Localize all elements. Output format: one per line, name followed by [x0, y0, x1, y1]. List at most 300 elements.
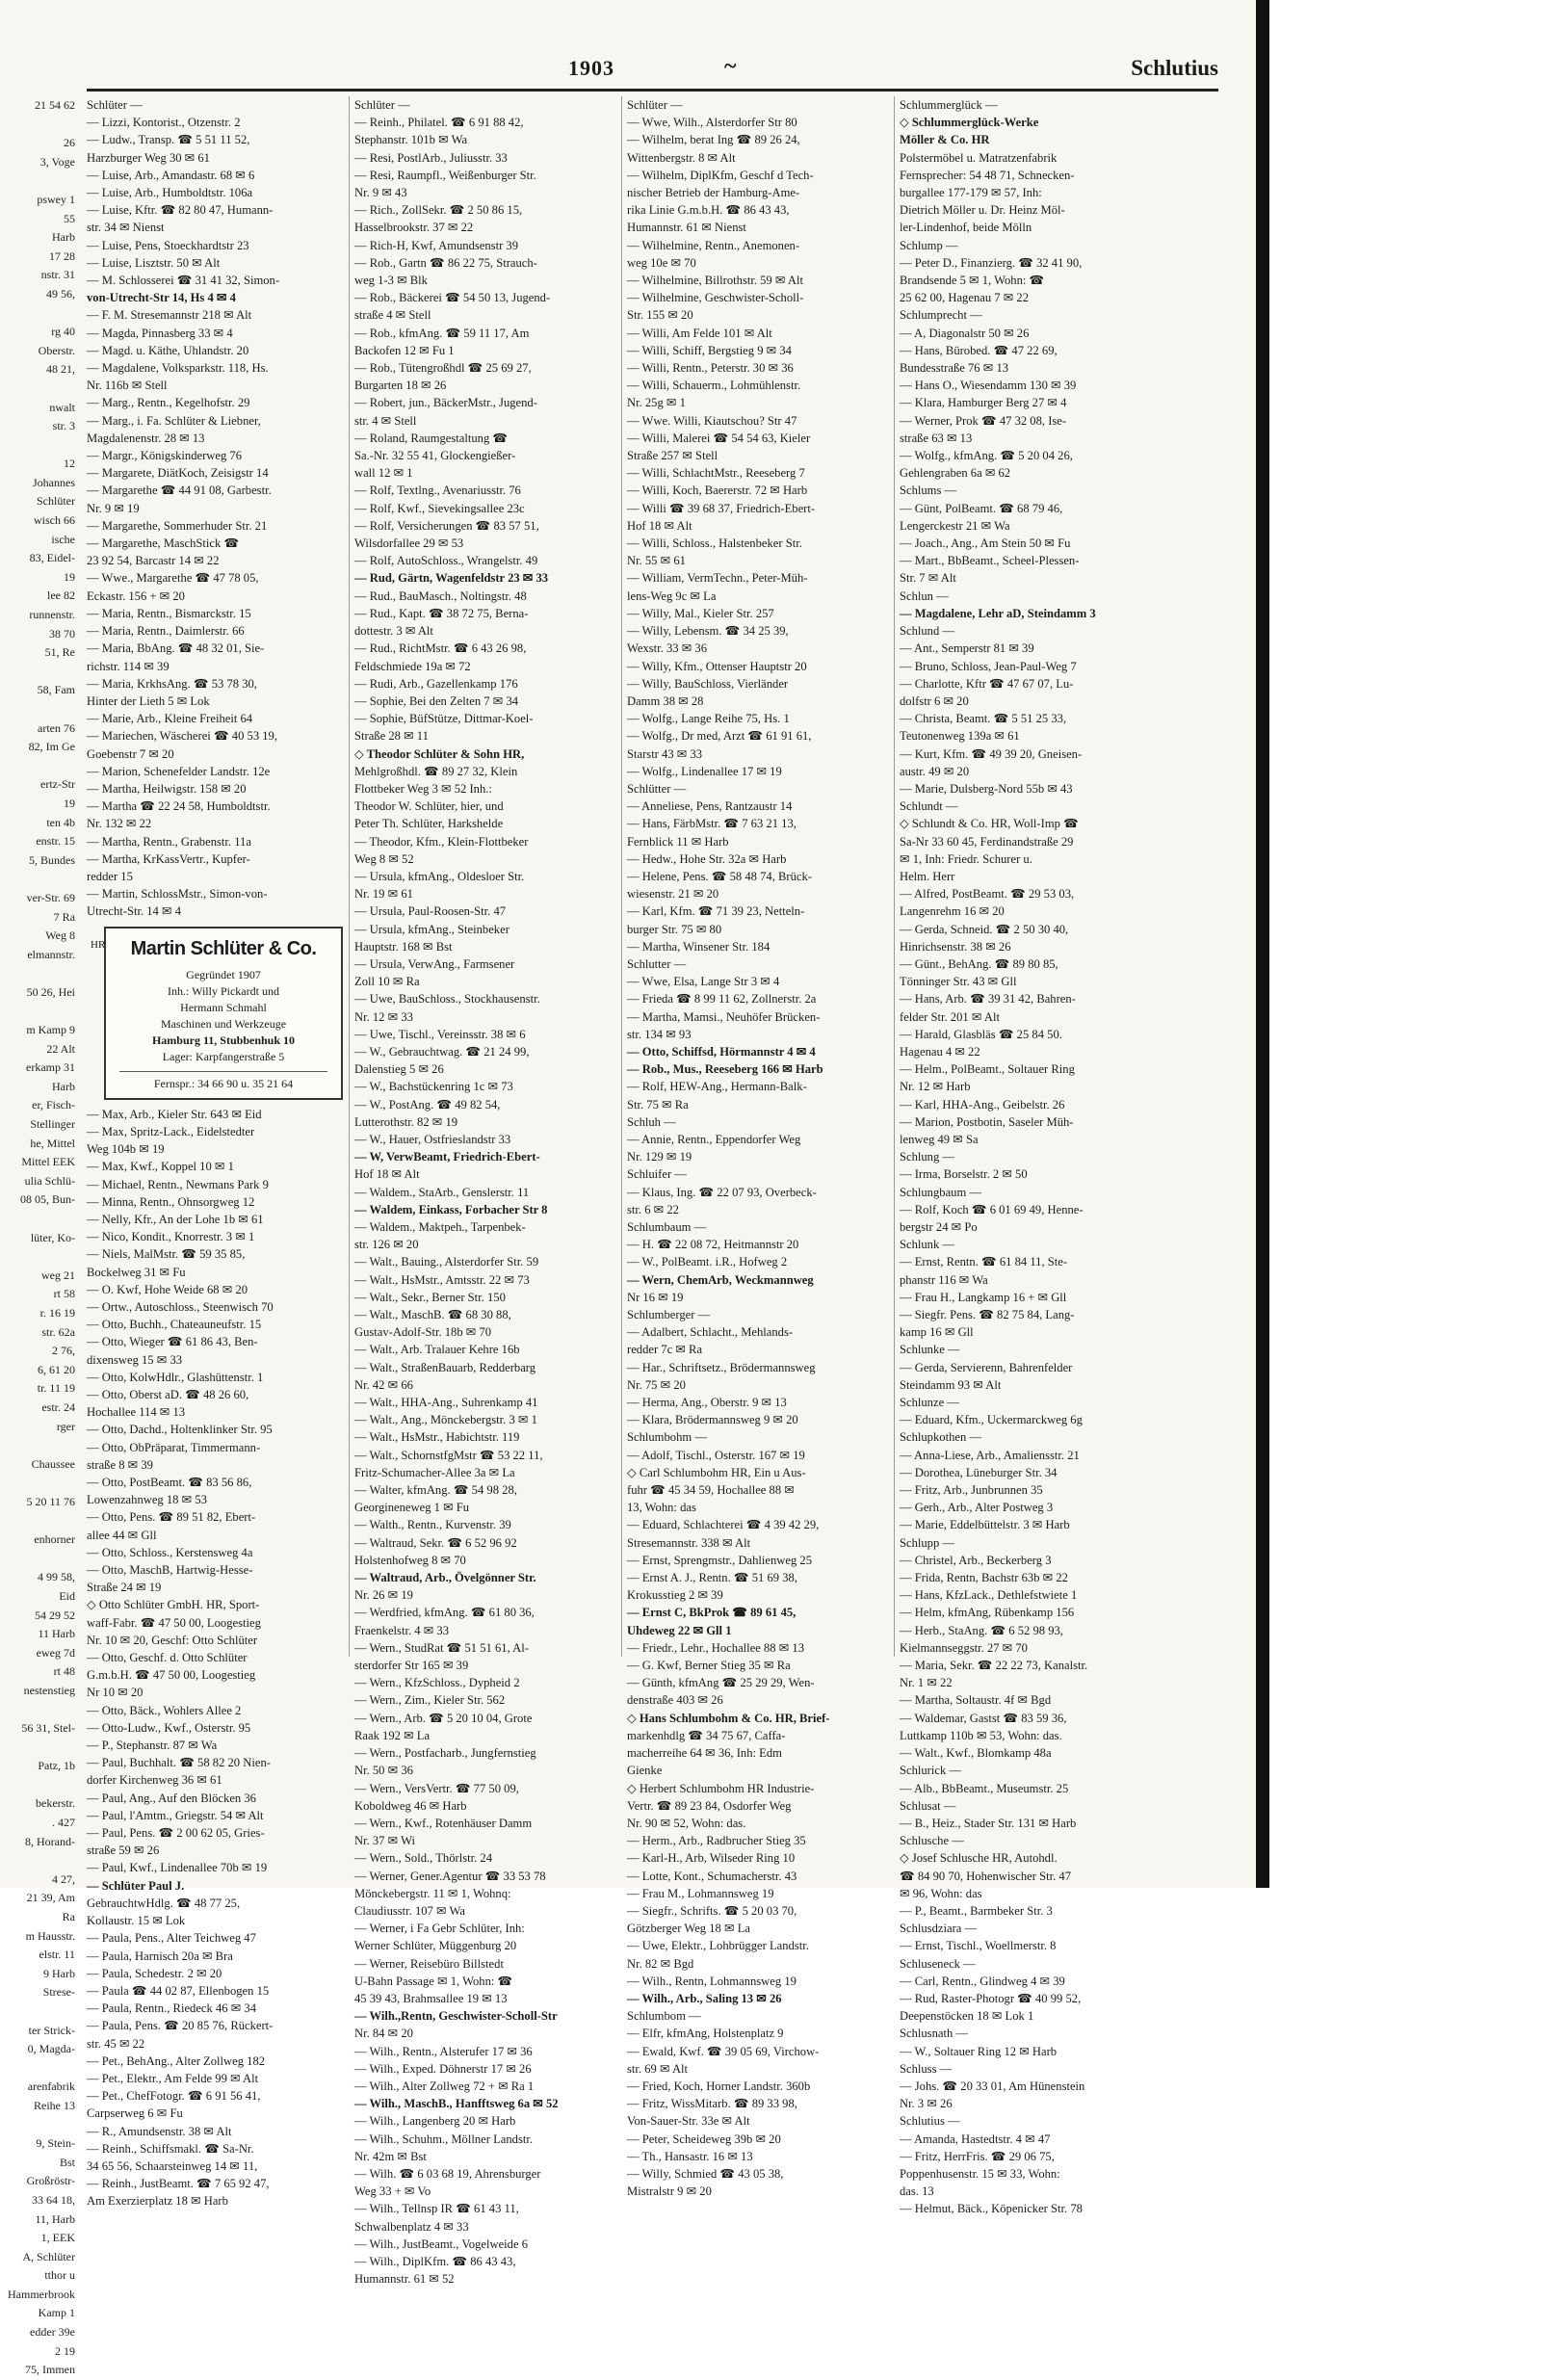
stub-fragment [0, 1474, 79, 1493]
directory-entry: — Mariechen, Wäscherei ☎ 40 53 19, [87, 729, 278, 744]
directory-entry: — Waldemar, Gastst ☎ 83 59 36, [900, 1711, 1067, 1725]
stub-fragment [0, 116, 79, 135]
directory-entry: Fritz-Schumacher-Allee 3a ✉ La [354, 1465, 515, 1479]
stub-fragment: 19 [64, 796, 75, 810]
directory-entry: Nr. 37 ✉ Wi [354, 1834, 415, 1848]
stub-fragment: 4 99 58, [38, 1570, 75, 1584]
stub-fragment: Reihe 13 [34, 2098, 75, 2112]
directory-entry: allee 44 ✉ Gll [87, 1528, 157, 1542]
directory-entry: — Maria, Rentn., Bismarckstr. 15 [87, 606, 251, 620]
directory-entry: — Joach., Ang., Am Stein 50 ✉ Fu [900, 536, 1071, 551]
directory-entry: Starstr 43 ✉ 33 [627, 746, 703, 761]
directory-entry: — Margarethe, Sommerhuder Str. 21 [87, 518, 268, 533]
directory-entry: Bundesstraße 76 ✉ 13 [900, 361, 1009, 376]
directory-entry: Georgineneweg 1 ✉ Fu [354, 1501, 470, 1515]
stub-fragment: Stellinger [30, 1117, 75, 1132]
directory-entry: — Marie, Arb., Kleine Freiheit 64 [87, 712, 253, 726]
directory-entry: Holstenhofweg 8 ✉ 70 [354, 1553, 466, 1567]
directory-entry: Harzburger Weg 30 ✉ 61 [87, 150, 210, 165]
directory-entry: — Maria, BbAng. ☎ 48 32 01, Sie- [87, 641, 265, 656]
directory-entry: — Wilh., MaschB., Hanfftsweg 6a ✉ 52 [354, 2097, 559, 2111]
directory-entry: — Paula ☎ 44 02 87, Ellenbogen 15 [87, 1983, 270, 1998]
directory-entry: — Rolf, Textlng., Avenariusstr. 76 [354, 484, 521, 498]
directory-entry: — Gerda, Servierenn, Bahrenfelder [900, 1360, 1073, 1374]
directory-entry: markenhdlg ☎ 34 75 67, Caffa- [627, 1728, 786, 1742]
directory-entry: — P., Beamt., Barmbeker Str. 3 [900, 1903, 1053, 1918]
directory-entry: — Otto, MaschB, Hartwig-Hesse- [87, 1563, 253, 1578]
directory-entry: — Martha, KrKassVertr., Kupfer- [87, 851, 250, 866]
directory-entry: — Ursula, Paul-Roosen-Str. 47 [354, 904, 507, 919]
directory-entry: Schlumbom — [627, 2009, 701, 2024]
directory-entry: — Günth, kfmAng ☎ 25 29 29, Wen- [627, 1676, 815, 1690]
directory-entry: — Ursula, kfmAng., Steinbeker [354, 922, 509, 936]
directory-entry: Nr. 55 ✉ 61 [627, 554, 686, 568]
directory-entry: — Max, Spritz-Lack., Eidelstedter [87, 1124, 255, 1138]
directory-entry: — Walter, kfmAng. ☎ 54 98 28, [354, 1483, 517, 1498]
directory-entry: — Rob., kfmAng. ☎ 59 11 17, Am [354, 326, 530, 340]
directory-entry: Schlumberger — [627, 1308, 711, 1322]
directory-entry: str. 4 ✉ Stell [354, 413, 417, 428]
directory-entry: — Klara, Hamburger Berg 27 ✉ 4 [900, 396, 1067, 410]
directory-entry: Schwalbenplatz 4 ✉ 33 [354, 2219, 469, 2234]
directory-entry: Wittenbergstr. 8 ✉ Alt [627, 150, 736, 165]
directory-entry: — Werner, Reisebüro Billstedt [354, 1956, 504, 1971]
directory-entry: — Wilhelmine, Geschwister-Scholl- [627, 291, 804, 305]
directory-entry: Schlun — [900, 588, 949, 603]
directory-entry: wiesenstr. 21 ✉ 20 [627, 887, 719, 902]
directory-entry: Hof 18 ✉ Alt [627, 518, 692, 533]
stub-fragment: Weg 8 [45, 928, 75, 943]
directory-entry: — Günt., BehAng. ☎ 89 80 85, [900, 956, 1058, 971]
directory-entry: — Gerda, Schneid. ☎ 2 50 30 40, [900, 922, 1069, 936]
directory-entry: das. 13 [900, 2184, 934, 2199]
directory-entry: Feldschmiede 19a ✉ 72 [354, 659, 471, 673]
directory-entry: — Gerh., Arb., Alter Postweg 3 [900, 1501, 1054, 1515]
directory-entry: — Wilh., Alter Zollweg 72 + ✉ Ra 1 [354, 2079, 535, 2093]
directory-entry: — Luise, Pens, Stoeckhardtstr 23 [87, 238, 249, 252]
directory-entry: — Roland, Raumgestaltung ☎ [354, 431, 509, 445]
directory-entry: — Luise, Arb., Humboldtstr. 106a [87, 186, 253, 200]
directory-entry: — Schlüter Paul J. [87, 1878, 185, 1893]
directory-entry: Theodor W. Schlüter, hier, und [354, 799, 504, 814]
directory-entry: — Eduard, Kfm., Uckermarckweg 6g [900, 1413, 1083, 1427]
directory-entry: Str. 75 ✉ Ra [627, 1097, 689, 1112]
directory-entry: Mönckebergstr. 11 ✉ 1, Wohnq: [354, 1886, 511, 1900]
directory-entry: Koboldweg 46 ✉ Harb [354, 1798, 467, 1813]
directory-entry: — Rolf, HEW-Ang., Hermann-Balk- [627, 1080, 807, 1094]
directory-entry: — Werner, Prok ☎ 47 32 08, Ise- [900, 413, 1067, 428]
directory-entry: str. 6 ✉ 22 [627, 1202, 679, 1216]
directory-entry: str. 126 ✉ 20 [354, 1238, 419, 1252]
advertisement-phone: Fernspr.: 34 66 90 u. 35 21 64 [153, 1076, 294, 1090]
directory-entry: — Otto, Wieger ☎ 61 86 43, Ben- [87, 1335, 258, 1349]
stub-fragment: 75, Immen [25, 2363, 75, 2377]
directory-entry: Nr. 3 ✉ 26 [900, 2097, 953, 2111]
directory-entry: — Fritz, Arb., Junbrunnen 35 [900, 1483, 1043, 1498]
stub-fragment: elstr. 11 [39, 1948, 75, 1962]
directory-entry: — Max, Kwf., Koppel 10 ✉ 1 [87, 1160, 234, 1174]
directory-entry: weg 1-3 ✉ Blk [354, 274, 428, 288]
directory-entry: — Waltraud, Arb., Övelgönner Str. [354, 1571, 536, 1585]
directory-entry: — Margr., Königskinderweg 76 [87, 449, 243, 463]
directory-entry: — Margarete, DiätKoch, Zeisigstr 14 [87, 466, 269, 481]
directory-entry: Schlumbohm — [627, 1430, 707, 1445]
directory-entry: Steindamm 93 ✉ Alt [900, 1377, 1002, 1392]
directory-entry: — Lotte, Kont., Schumacherstr. 43 [627, 1869, 797, 1883]
directory-entry: Nr. 75 ✉ 20 [627, 1377, 686, 1392]
directory-entry: — Walt., HsMstr., Habichtstr. 119 [354, 1430, 520, 1445]
directory-entry: Lowenzahnweg 18 ✉ 53 [87, 1493, 207, 1507]
stub-fragment: Kamp 1 [38, 2306, 75, 2320]
directory-entry: — Minna, Rentn., Ohnsorgweg 12 [87, 1194, 255, 1209]
directory-entry: — Rolf, Koch ☎ 6 01 69 49, Henne- [900, 1202, 1084, 1216]
stub-fragment: eweg 7d [36, 1645, 75, 1660]
directory-entry: — Fried, Koch, Horner Landstr. 360b [627, 2079, 811, 2093]
directory-entry: Schluseneck — [900, 1956, 976, 1971]
directory-entry: str. 45 ✉ 22 [87, 2036, 145, 2051]
directory-entry: Schlusnath — [900, 2027, 969, 2041]
directory-entry: — Wern., StudRat ☎ 51 51 61, Al- [354, 1640, 529, 1655]
directory-entry: Wilsdorfallee 29 ✉ 53 [354, 536, 464, 551]
directory-entry: — Werner, Gener.Agentur ☎ 33 53 78 [354, 1869, 546, 1883]
column-divider [894, 96, 895, 1657]
stub-fragment [0, 1776, 79, 1795]
directory-entry: austr. 49 ✉ 20 [900, 764, 970, 778]
directory-entry: — Wern., KfzSchloss., Dypheid 2 [354, 1676, 520, 1690]
directory-entry: Nr. 12 ✉ 33 [354, 1009, 413, 1024]
stub-fragment: ver-Str. 69 [26, 890, 75, 904]
directory-entry: — Martin, SchlossMstr., Simon-von- [87, 887, 268, 902]
directory-entry: — Otto, Geschf. d. Otto Schlüter [87, 1651, 248, 1665]
advertisement-line: Gegründet 1907 [186, 967, 261, 981]
directory-entry: weg 10e ✉ 70 [627, 255, 696, 270]
directory-entry: — Ernst, Sprengmstr., Dahlienweg 25 [627, 1553, 813, 1567]
directory-entry: Str. 7 ✉ Alt [900, 571, 956, 586]
directory-entry: — Marie, Dulsberg-Nord 55b ✉ 43 [900, 781, 1073, 796]
directory-entry: — Walt., Arb. Tralauer Kehre 16b [354, 1343, 520, 1357]
directory-entry: Schlunke — [900, 1343, 960, 1357]
directory-entry: redder 15 [87, 869, 133, 883]
stub-fragment: 19 [64, 569, 75, 584]
directory-entry: — Waltraud, Sekr. ☎ 6 52 96 92 [354, 1535, 517, 1550]
stub-fragment: Harb [52, 1079, 75, 1093]
stub-fragment: A, Schlüter [22, 2249, 75, 2263]
stub-fragment: 38 70 [49, 626, 75, 641]
directory-entry: — Eduard, Schlachterei ☎ 4 39 42 29, [627, 1518, 820, 1532]
directory-entry: Nr. 50 ✉ 36 [354, 1764, 413, 1778]
directory-entry: — Ernst A. J., Rentn. ☎ 51 69 38, [627, 1571, 797, 1585]
directory-entry: — W., Gebrauchtwag. ☎ 21 24 99, [354, 1044, 530, 1059]
advertisement-line: Inh.: Willy Pickardt und [168, 983, 279, 998]
directory-entry: dottestr. 3 ✉ Alt [354, 624, 433, 639]
directory-entry: Straße 24 ✉ 19 [87, 1581, 162, 1595]
directory-entry: GebrauchtwHdlg. ☎ 48 77 25, [87, 1896, 241, 1910]
directory-entry: Bockelweg 31 ✉ Fu [87, 1265, 186, 1279]
directory-entry: — Frieda ☎ 8 99 11 62, Zollnerstr. 2a [627, 992, 817, 1007]
directory-entry: — Nico, Kondit., Knorrestr. 3 ✉ 1 [87, 1230, 255, 1244]
directory-entry: — Willy, Schmied ☎ 43 05 38, [627, 2166, 784, 2181]
directory-entry: — W., PostAng. ☎ 49 82 54, [354, 1097, 501, 1112]
directory-entry: Schlütter — [627, 781, 687, 796]
column-3 [627, 96, 885, 2199]
directory-entry: — Marion, Schenefelder Landstr. 12e [87, 764, 271, 778]
directory-entry: ◇ Herbert Schlumbohm HR Industrie- [627, 1781, 815, 1795]
directory-entry: — Mart., BbBeamt., Scheel-Plessen- [900, 554, 1080, 568]
stub-fragment: Bst [59, 2155, 75, 2169]
directory-entry: Peter Th. Schlüter, Harkshelde [354, 817, 504, 831]
directory-entry: Werner Schlüter, Müggenburg 20 [354, 1939, 517, 1953]
directory-entry: Luttkamp 110b ✉ 53, Wohn: das. [900, 1728, 1062, 1742]
stub-fragment: 1, EEK [40, 2231, 75, 2245]
stub-fragment: 08 05, Bun- [20, 1192, 75, 1207]
directory-entry: — Ewald, Kwf. ☎ 39 05 69, Virchow- [627, 2044, 820, 2058]
stub-fragment: 56 31, Stel- [21, 1721, 75, 1736]
running-head: Schlutius [1131, 56, 1218, 80]
stub-fragment [0, 1739, 79, 1758]
directory-entry: Backofen 12 ✉ Fu 1 [354, 343, 455, 357]
directory-entry: Krokusstieg 2 ✉ 39 [627, 1588, 723, 1603]
directory-entry: — Luise, Lisztstr. 50 ✉ Alt [87, 255, 221, 270]
directory-entry: dorfer Kirchenweg 36 ✉ 61 [87, 1773, 222, 1788]
directory-entry: — Helene, Pens. ☎ 58 48 74, Brück- [627, 869, 812, 883]
directory-entry: — Theodor, Kfm., Klein-Flottbeker [354, 834, 529, 849]
stub-fragment: enstr. 15 [36, 834, 75, 849]
directory-entry: Stephanstr. 101b ✉ Wa [354, 133, 468, 147]
stub-fragment [0, 171, 79, 191]
directory-entry: — Rud, Gärtn, Wagenfeldstr 23 ✉ 33 [354, 571, 549, 586]
directory-entry: — Willy, Kfm., Ottenser Hauptstr 20 [627, 659, 807, 673]
directory-entry: richstr. 114 ✉ 39 [87, 659, 170, 673]
directory-entry: Str. 155 ✉ 20 [627, 308, 693, 323]
directory-entry: wall 12 ✉ 1 [354, 466, 413, 481]
directory-entry: burgallee 177-179 ✉ 57, Inh: [900, 186, 1042, 200]
directory-entry: — Luise, Kftr. ☎ 82 80 47, Humann- [87, 203, 274, 218]
directory-entry: — Otto, KolwHdlr., Glashüttenstr. 1 [87, 1370, 264, 1384]
directory-entry: — Otto, PostBeamt. ☎ 83 56 86, [87, 1476, 252, 1490]
directory-entry: — Magdalene, Volksparkstr. 118, Hs. [87, 361, 269, 376]
directory-entry: — Willi, Rentn., Peterstr. 30 ✉ 36 [627, 361, 794, 376]
directory-entry: Nr 16 ✉ 19 [627, 1290, 684, 1304]
directory-entry: Mistralstr 9 ✉ 20 [627, 2184, 712, 2199]
directory-entry: Nr. 9 ✉ 19 [87, 501, 140, 515]
directory-entry: Schluifer — [627, 1167, 687, 1182]
stub-fragment [0, 1700, 79, 1719]
directory-entry: — Frau M., Lohmannsweg 19 [627, 1886, 774, 1900]
directory-entry: — Wolfg., Lindenallee 17 ✉ 19 [627, 764, 782, 778]
directory-entry: — Sophie, BüfStütze, Dittmar-Koel- [354, 712, 534, 726]
directory-entry: — Paula, Rentn., Riedeck 46 ✉ 34 [87, 2001, 256, 2016]
column-divider [349, 96, 350, 1657]
stub-fragment: 9 Harb [43, 1966, 75, 1980]
stub-fragment [0, 2002, 79, 2022]
directory-entry: straße 8 ✉ 39 [87, 1457, 153, 1472]
stub-fragment: lüter, Ko- [30, 1230, 75, 1244]
directory-entry: von-Utrecht-Str 14, Hs 4 ✉ 4 [87, 291, 236, 305]
directory-entry: Schlupp — [900, 1535, 955, 1550]
directory-entry: — Rob., Tütengroßhdl ☎ 25 69 27, [354, 361, 532, 376]
directory-entry: Gienke [627, 1764, 663, 1778]
directory-entry: — Ernst, Tischl., Woellmerstr. 8 [900, 1939, 1057, 1953]
directory-entry: — Helm, kfmAng, Rübenkamp 156 [900, 1606, 1075, 1620]
stub-fragment: 26 [64, 136, 75, 150]
stub-fragment: Harb [52, 230, 75, 245]
directory-entry: Lengerckestr 21 ✉ Wa [900, 518, 1010, 533]
page-header [87, 56, 1218, 91]
directory-entry: — Willi, Schiff, Bergstieg 9 ✉ 34 [627, 343, 792, 357]
directory-entry: Weg 104b ✉ 19 [87, 1142, 165, 1157]
directory-entry: — Resi, Raumpfl., Weißenburger Str. [354, 168, 536, 182]
stub-fragment: 22 Alt [46, 1041, 75, 1056]
directory-entry: — Waldem, Einkass, Forbacher Str 8 [354, 1202, 548, 1216]
directory-entry: — Reinh., Schiffsmakl. ☎ Sa-Nr. [87, 2141, 254, 2156]
directory-entry: — Rud., Kapt. ☎ 38 72 75, Berna- [354, 606, 529, 620]
stub-fragment: ulia Schlü- [24, 1173, 75, 1188]
stub-fragment: Strese- [42, 1985, 75, 2000]
header-rule [87, 89, 1218, 92]
directory-entry: kamp 16 ✉ Gll [900, 1325, 974, 1340]
directory-entry: — Rud., BauMasch., Noltingstr. 48 [354, 588, 527, 603]
stub-fragment: arten 76 [38, 720, 75, 735]
directory-entry: — O. Kwf, Hohe Weide 68 ✉ 20 [87, 1282, 248, 1296]
directory-entry: Schlums — [900, 484, 957, 498]
stub-fragment: 58, Fam [37, 683, 75, 697]
directory-entry: — Paula, Harnisch 20a ✉ Bra [87, 1948, 233, 1963]
directory-entry: Schluh — [627, 1114, 676, 1129]
directory-entry: fuhr ☎ 45 34 59, Hochallee 88 ✉ [627, 1483, 795, 1498]
directory-entry: — Niels, MalMstr. ☎ 59 35 85, [87, 1247, 246, 1262]
directory-entry: straße 4 ✉ Stell [354, 308, 431, 323]
directory-entry: denstraße 403 ✉ 26 [627, 1693, 723, 1708]
directory-entry: — Willy, Mal., Kieler Str. 257 [627, 606, 774, 620]
stub-fragment: bekerstr. [36, 1796, 75, 1811]
directory-entry: ◇ Carl Schlumbohm HR, Ein u Aus- [627, 1465, 806, 1479]
stub-fragment: rt 48 [53, 1664, 75, 1679]
directory-entry: Schlump — [900, 238, 958, 252]
stub-fragment: estr. 24 [41, 1399, 75, 1414]
stub-fragment [0, 663, 79, 682]
directory-entry: — Rud, Raster-Photogr ☎ 40 99 52, [900, 1991, 1082, 2005]
directory-entry: Schlung — [900, 1150, 955, 1164]
stub-fragment: tthor u [44, 2268, 75, 2283]
directory-entry: — Klara, Brödermannsweg 9 ✉ 20 [627, 1413, 798, 1427]
directory-entry: Brandsende 5 ✉ 1, Wohn: ☎ [900, 274, 1045, 288]
directory-entry: — Wilh., DiplKfm. ☎ 86 43 43, [354, 2254, 516, 2268]
column-4 [900, 96, 1158, 2216]
directory-entry: — Ortw., Autoschloss., Steenwisch 70 [87, 1299, 274, 1314]
stub-fragment: 7 Ra [53, 909, 75, 924]
stub-fragment [0, 379, 79, 399]
stub-fragment: ertz-Str [40, 777, 75, 792]
stub-fragment [0, 304, 79, 324]
directory-entry: Nr. 84 ✉ 20 [354, 2027, 413, 2041]
directory-entry: — Frida, Rentn, Bachstr 63b ✉ 22 [900, 1571, 1068, 1585]
stub-fragment [0, 1436, 79, 1455]
stub-fragment: lee 82 [47, 588, 75, 603]
stub-fragment: 8, Horand- [25, 1834, 75, 1848]
directory-entry: — Otto, Schiffsd, Hörmannstr 4 ✉ 4 [627, 1044, 816, 1059]
directory-entry: rika Linie G.m.b.H. ☎ 86 43 43, [627, 203, 790, 218]
directory-entry: — Nelly, Kfr., An der Lohe 1b ✉ 61 [87, 1212, 264, 1226]
directory-entry: — Martha, Soltaustr. 4f ✉ Bgd [900, 1693, 1052, 1708]
directory-entry: — Magd. u. Käthe, Uhlandstr. 20 [87, 343, 249, 357]
directory-entry: — Walt., SchornstfgMstr ☎ 53 22 11, [354, 1448, 543, 1462]
directory-entry: — A, Diagonalstr 50 ✉ 26 [900, 326, 1030, 340]
stub-fragment: arenfabrik [27, 2079, 75, 2094]
stub-fragment [0, 1550, 79, 1569]
stub-fragment: . 427 [52, 1816, 75, 1830]
directory-entry: — Sophie, Bei den Zelten 7 ✉ 34 [354, 693, 519, 708]
directory-entry: — Resi, PostlArb., Juliusstr. 33 [354, 150, 508, 165]
directory-entry: Götzberger Weg 18 ✉ La [627, 1922, 750, 1936]
directory-entry: — Helmut, Bäck., Köpenicker Str. 78 [900, 2202, 1083, 2216]
directory-entry: — Herm., Arb., Radbrucher Stieg 35 [627, 1834, 806, 1848]
directory-entry: — Paula, Schedestr. 2 ✉ 20 [87, 1966, 222, 1980]
directory-entry: Nr. 90 ✉ 52, Wohn: das. [627, 1816, 746, 1830]
directory-entry: — Wwe, Elsa, Lange Str 3 ✉ 4 [627, 975, 780, 989]
directory-entry: — Fritz, HerrFris. ☎ 29 06 75, [900, 2149, 1055, 2163]
directory-entry: ✉ 1, Inh: Friedr. Schurer u. [900, 851, 1032, 866]
directory-entry: ◇ Hans Schlumbohm & Co. HR, Brief- [627, 1711, 830, 1725]
directory-entry: 45 39 43, Brahmsallee 19 ✉ 13 [354, 1991, 508, 2005]
directory-entry: — Marie, Eddelbüttelstr. 3 ✉ Harb [900, 1518, 1070, 1532]
directory-entry: — Rich., ZollSekr. ☎ 2 50 86 15, [354, 203, 523, 218]
stub-fragment: 0, Magda- [27, 2042, 75, 2056]
stub-fragment: 6, 61 20 [38, 1362, 75, 1376]
stub-fragment [0, 757, 79, 776]
stub-fragment: 50 26, Hei [26, 984, 75, 999]
directory-entry: — Paul, Pens. ☎ 2 00 62 05, Gries- [87, 1826, 265, 1841]
directory-entry: Nr. 26 ✉ 19 [354, 1588, 413, 1603]
directory-entry: — H. ☎ 22 08 72, Heitmannstr 20 [627, 1238, 799, 1252]
stub-fragment [0, 1003, 79, 1022]
directory-entry: Sa.-Nr. 32 55 41, Glockengießer- [354, 449, 516, 463]
directory-entry: Mehlgroßhdl. ☎ 89 27 32, Klein [354, 764, 518, 778]
stub-fragment: 51, Re [44, 645, 75, 660]
stub-fragment: 11 Harb [38, 1627, 75, 1641]
stub-fragment: nwalt [49, 400, 75, 414]
directory-entry: Nr. 129 ✉ 19 [627, 1150, 692, 1164]
directory-entry: felder Str. 201 ✉ Alt [900, 1009, 1000, 1024]
directory-entry: Carpserweg 6 ✉ Fu [87, 2106, 183, 2121]
page-number: 1903 [568, 56, 614, 80]
directory-entry: — Helm., PolBeamt., Soltauer Ring [900, 1062, 1075, 1077]
column-divider [621, 96, 622, 1657]
directory-entry: Schlundt — [900, 799, 958, 814]
stub-fragment: 5 20 11 76 [26, 1494, 75, 1508]
directory-entry: — William, VermTechn., Peter-Müh- [627, 571, 808, 586]
directory-entry: Dietrich Möller u. Dr. Heinz Möl- [900, 203, 1065, 218]
directory-entry: Zoll 10 ✉ Ra [354, 975, 420, 989]
directory-entry: Schlüter — [627, 98, 683, 112]
directory-entry: — Karl, HHA-Ang., Geibelstr. 26 [900, 1097, 1065, 1112]
directory-entry: — Otto, Oberst aD. ☎ 48 26 60, [87, 1388, 249, 1401]
directory-entry: Polstermöbel u. Matratzenfabrik [900, 150, 1058, 165]
directory-entry: Teutonenweg 139a ✉ 61 [900, 729, 1020, 744]
directory-entry: — Rob., Bäckerei ☎ 54 50 13, Jugend- [354, 291, 551, 305]
directory-entry: Uhdeweg 22 ✉ Gll 1 [627, 1623, 732, 1637]
directory-entry: — Otto, Bäck., Wohlers Allee 2 [87, 1703, 242, 1717]
directory-entry: — B., Heiz., Stader Str. 131 ✉ Harb [900, 1816, 1077, 1830]
advertisement-address: Hamburg 11, Stubbenhuk 10 [151, 1033, 296, 1047]
stub-fragment: nestenstieg [23, 1683, 75, 1697]
directory-entry: — Marg., Rentn., Kegelhofstr. 29 [87, 396, 250, 410]
stub-fragment: 9, Stein- [36, 2136, 75, 2151]
directory-entry: Sa-Nr 33 60 45, Ferdinandstraße 29 [900, 834, 1074, 849]
directory-entry: — Wern., Sold., Thörlstr. 24 [354, 1851, 493, 1866]
directory-entry: Hinter der Lieth 5 ✉ Lok [87, 693, 210, 708]
directory-entry: — Magdalene, Lehr aD, Steindamm 3 [900, 606, 1096, 620]
header-dash: ~ [724, 54, 737, 79]
